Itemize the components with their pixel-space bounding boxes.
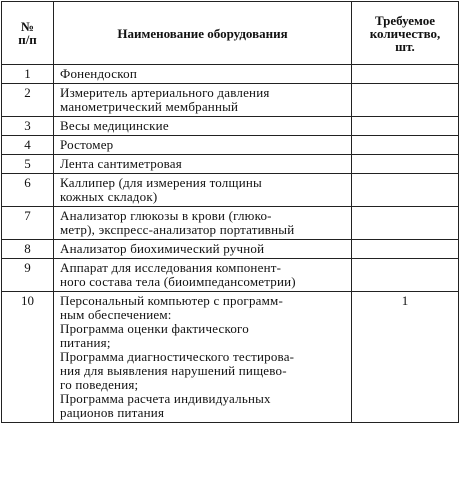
table-row: [2, 117, 459, 136]
row-number: 9: [2, 259, 54, 292]
table-row: [2, 259, 459, 292]
equipment-name-line: ным обеспечением:: [60, 307, 172, 322]
required-quantity: [352, 84, 459, 117]
equipment-name-line: Ростомер: [60, 137, 114, 152]
equipment-name: [54, 207, 352, 240]
equipment-name-line: манометрический мембранный: [60, 99, 239, 114]
equipment-name-line: Измеритель артериального давления: [60, 85, 270, 100]
equipment-name: [54, 292, 352, 423]
header-name: [54, 2, 352, 65]
table-row: [2, 174, 459, 207]
equipment-name: [54, 84, 352, 117]
required-quantity: [352, 207, 459, 240]
equipment-name: [54, 117, 352, 136]
equipment-name: [54, 174, 352, 207]
row-number: 10: [2, 292, 54, 423]
equipment-name-line: питания;: [60, 335, 111, 350]
required-quantity: [352, 155, 459, 174]
table-row: [2, 136, 459, 155]
equipment-table: [1, 1, 459, 423]
equipment-name-line: Анализатор глюкозы в крови (глюко-: [60, 208, 272, 223]
equipment-name-line: Программа диагностического тестирова-: [60, 349, 295, 364]
required-quantity: [352, 117, 459, 136]
table-row: [2, 65, 459, 84]
equipment-name: [54, 65, 352, 84]
equipment-name-line: го поведения;: [60, 377, 139, 392]
equipment-name-line: Программа оценки фактического: [60, 321, 249, 336]
row-number: 8: [2, 240, 54, 259]
equipment-name: [54, 155, 352, 174]
row-number: 3: [2, 117, 54, 136]
table-row: [2, 292, 459, 423]
row-number: 4: [2, 136, 54, 155]
table-row: [2, 240, 459, 259]
equipment-name-line: Анализатор биохимический ручной: [60, 241, 265, 256]
row-number: 7: [2, 207, 54, 240]
header-name-text: Наименование оборудования: [117, 25, 288, 41]
header-number-symbol: №: [20, 19, 35, 34]
required-quantity: [352, 240, 459, 259]
table-header-row: [2, 2, 459, 65]
equipment-name-line: Персональный компьютер с программ-: [60, 293, 284, 308]
table-row: [2, 155, 459, 174]
equipment-name-line: Аппарат для исследования компонент-: [60, 260, 282, 275]
equipment-name-line: Лента сантиметровая: [60, 156, 182, 171]
required-quantity: [352, 65, 459, 84]
required-quantity: [352, 136, 459, 155]
required-quantity: [352, 174, 459, 207]
row-number: 6: [2, 174, 54, 207]
table-row: [2, 84, 459, 117]
table-row: [2, 207, 459, 240]
required-quantity: [352, 259, 459, 292]
equipment-name: [54, 240, 352, 259]
header-quantity: [352, 2, 459, 65]
equipment-name-line: Каллипер (для измерения толщины: [60, 175, 262, 190]
equipment-name-line: кожных складок): [60, 189, 158, 204]
equipment-name-line: Фонендоскоп: [60, 66, 137, 81]
row-number: 5: [2, 155, 54, 174]
equipment-name-line: ния для выявления нарушений пищево-: [60, 363, 287, 378]
row-number: 2: [2, 84, 54, 117]
header-quantity-line3: шт.: [395, 38, 415, 54]
row-number: 1: [2, 65, 54, 84]
equipment-name: [54, 259, 352, 292]
equipment-name-line: метр), экспресс-анализатор портативный: [60, 222, 295, 237]
header-quantity-line2: количество,: [369, 25, 441, 41]
equipment-name-line: рационов питания: [60, 405, 165, 420]
equipment-name: [54, 136, 352, 155]
header-quantity-line1: Требуемое: [374, 12, 435, 28]
header-number-abbr: п/п: [18, 32, 37, 47]
equipment-name-line: ного состава тела (биоимпедансометрии): [60, 274, 296, 289]
equipment-name-line: Программа расчета индивидуальных: [60, 391, 271, 406]
header-number: [2, 2, 54, 65]
required-quantity: 1: [352, 292, 459, 423]
equipment-name-line: Весы медицинские: [60, 118, 169, 133]
